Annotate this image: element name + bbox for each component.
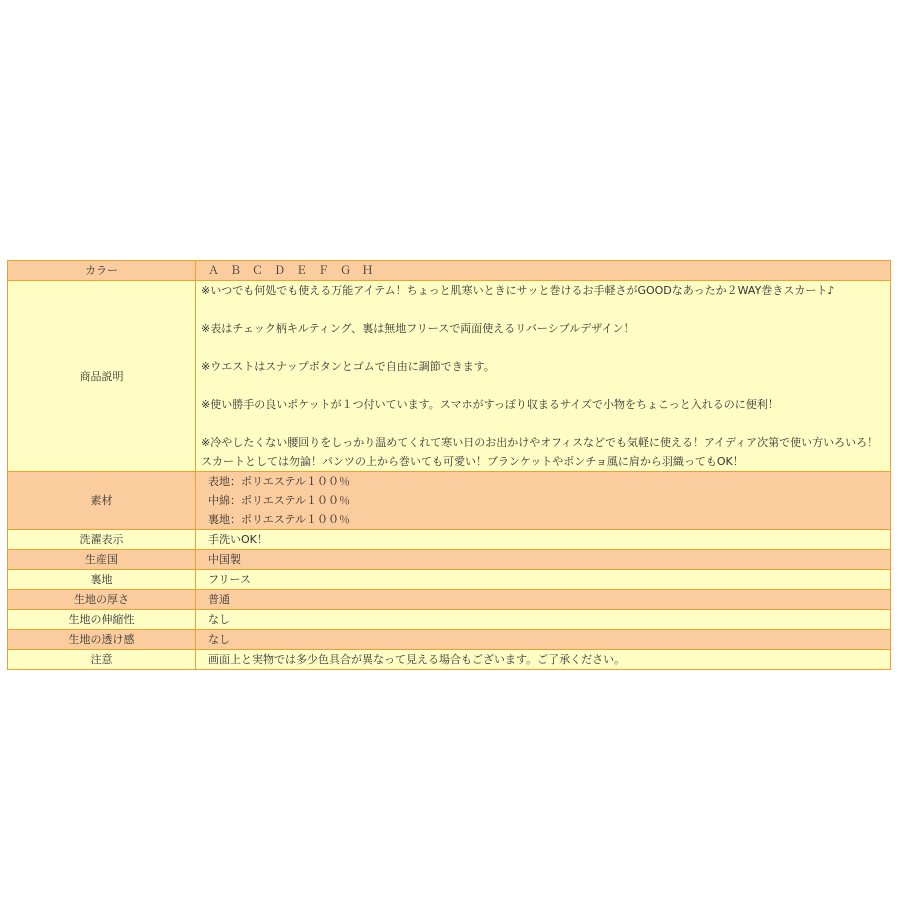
spec-row-color bbox=[8, 261, 891, 281]
spec-label: カラー bbox=[8, 261, 196, 281]
description-paragraph: ※表はチェック柄キルティング、裏は無地フリースで両面使えるリバーシブルデザイン！ bbox=[201, 322, 635, 335]
spec-value-text: なし bbox=[208, 633, 230, 646]
material-line: 裏地：ポリエステル１００％ bbox=[208, 513, 351, 526]
spec-row-description bbox=[8, 281, 891, 472]
spec-value bbox=[196, 610, 891, 630]
spec-value bbox=[196, 570, 891, 590]
product-spec-table bbox=[7, 260, 891, 670]
spec-row-washing bbox=[8, 530, 891, 550]
description-paragraph: ※ウエストはスナップボタンとゴムで自由に調節できます。 bbox=[201, 360, 495, 373]
description-paragraph: ※いつでも何処でも使える万能アイテム！ちょっと肌寒いときにサッと巻けるお手軽さがGOODなあったか２WAY巻きスカート♪ bbox=[201, 284, 835, 297]
spec-value-text: 画面上と実物では多少色具合が異なって見える場合もございます。ご了承ください。 bbox=[208, 653, 626, 666]
spec-value bbox=[196, 630, 891, 650]
spec-value-text: 普通 bbox=[208, 593, 230, 606]
spec-value-text: 手洗いOK！ bbox=[208, 533, 268, 546]
spec-row-lining bbox=[8, 570, 891, 590]
spec-value bbox=[196, 530, 891, 550]
spec-label: 注意 bbox=[8, 650, 196, 670]
spec-label: 裏地 bbox=[8, 570, 196, 590]
spec-label: 生産国 bbox=[8, 550, 196, 570]
spec-label: 生地の透け感 bbox=[8, 630, 196, 650]
spec-label: 商品説明 bbox=[8, 281, 196, 472]
spec-value bbox=[196, 472, 891, 530]
spec-row-material bbox=[8, 472, 891, 530]
spec-value bbox=[196, 590, 891, 610]
color-options: Ａ Ｂ Ｃ Ｄ Ｅ Ｆ Ｇ Ｈ bbox=[208, 264, 373, 277]
spec-value-text: なし bbox=[208, 613, 230, 626]
spec-row-thickness bbox=[8, 590, 891, 610]
spec-value bbox=[196, 550, 891, 570]
description-paragraph: ※冷やしたくない腰回りをしっかり温めてくれて寒い日のお出かけやオフィスなどでも気軽に使える！アイディア次第で使い方いろいろ！スカートとしては勿論！パンツの上から巻いても可愛い！ブランケットやポンチョ風に肩から羽織ってもOK！ bbox=[201, 436, 879, 468]
spec-value-text: フリース bbox=[208, 573, 252, 586]
spec-value-text: 中国製 bbox=[208, 553, 241, 566]
spec-label: 素材 bbox=[8, 472, 196, 530]
spec-value bbox=[196, 281, 891, 472]
spec-row-origin bbox=[8, 550, 891, 570]
spec-label: 生地の伸縮性 bbox=[8, 610, 196, 630]
spec-row-notice bbox=[8, 650, 891, 670]
spec-value bbox=[196, 261, 891, 281]
spec-value bbox=[196, 650, 891, 670]
material-line: 中綿：ポリエステル１００％ bbox=[208, 494, 351, 507]
spec-row-stretch bbox=[8, 610, 891, 630]
spec-label: 生地の厚さ bbox=[8, 590, 196, 610]
description-paragraph: ※使い勝手の良いポケットが１つ付いています。スマホがすっぽり収まるサイズで小物をちょこっと入れるのに便利！ bbox=[201, 398, 779, 411]
spec-label: 洗濯表示 bbox=[8, 530, 196, 550]
material-line: 表地：ポリエステル１００％ bbox=[208, 475, 351, 488]
spec-row-sheerness bbox=[8, 630, 891, 650]
